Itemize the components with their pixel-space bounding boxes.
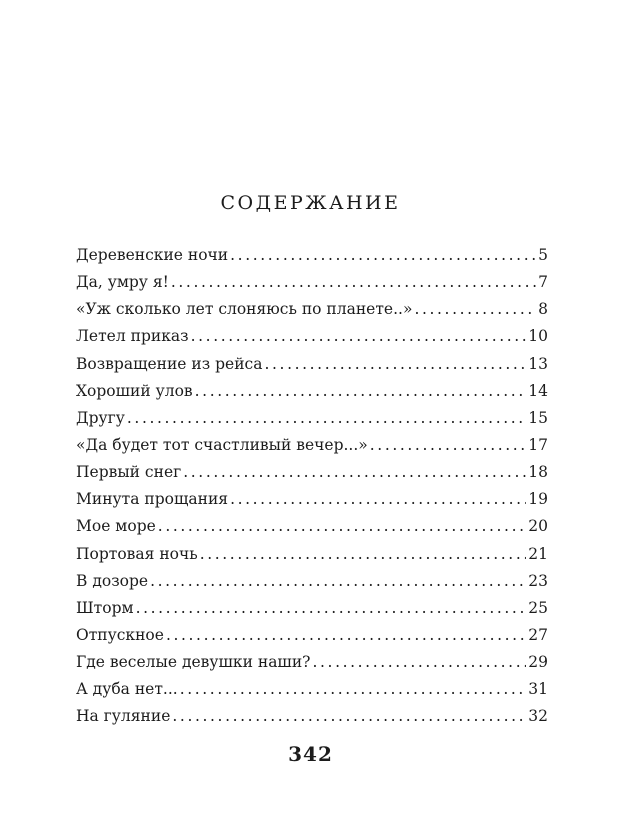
toc-entry-page: 7 <box>538 273 548 292</box>
toc-entry <box>76 246 548 273</box>
toc-entry-title: Летел приказ <box>76 327 189 346</box>
toc-entry-title: Мое море <box>76 517 156 536</box>
toc-entry-page: 8 <box>538 300 548 319</box>
toc-entry-page: 20 <box>528 517 548 536</box>
toc-entry-page: 25 <box>528 598 548 617</box>
toc-dot-leader <box>414 300 536 318</box>
toc-entry <box>76 680 548 707</box>
page-title: СОДЕРЖАНИЕ <box>220 192 401 214</box>
toc-entry <box>76 599 548 626</box>
toc-dot-leader <box>136 599 527 617</box>
toc-dot-leader <box>127 409 526 427</box>
table-of-contents <box>76 246 548 735</box>
toc-entry <box>76 327 548 354</box>
toc-entry-page: 19 <box>528 490 548 509</box>
toc-dot-leader <box>312 653 526 671</box>
toc-entry <box>76 463 548 490</box>
toc-dot-leader <box>191 327 527 345</box>
toc-entry-page: 21 <box>528 544 548 563</box>
toc-entry-page: 31 <box>528 680 548 699</box>
toc-entry <box>76 653 548 680</box>
toc-entry-title: Деревенские ночи <box>76 246 229 264</box>
toc-entry <box>76 545 548 572</box>
toc-entry-title: А дуба нет... <box>76 680 178 699</box>
toc-entry-title: Портовая ночь <box>76 544 198 563</box>
toc-entry-title: «Да будет тот счастливый вечер...» <box>76 435 368 454</box>
toc-entry-title: Минута прощания <box>76 490 229 509</box>
toc-entry <box>76 409 548 436</box>
toc-entry-title: Первый снег <box>76 463 182 482</box>
toc-entry-title: Возвращение из рейса <box>76 354 263 373</box>
toc-entry-page: 15 <box>528 408 548 427</box>
toc-entry-page: 10 <box>528 327 548 346</box>
toc-entry-title: Хороший улов <box>76 381 193 400</box>
toc-dot-leader <box>370 436 527 454</box>
toc-entry <box>76 572 548 599</box>
toc-entry <box>76 436 548 463</box>
toc-dot-leader <box>200 545 527 563</box>
toc-entry <box>76 490 548 517</box>
toc-dot-leader <box>171 273 536 291</box>
toc-entry <box>76 382 548 409</box>
toc-dot-leader <box>180 680 527 698</box>
toc-entry-page: 18 <box>528 463 548 482</box>
toc-dot-leader <box>172 707 526 725</box>
toc-dot-leader <box>195 382 527 400</box>
toc-entry-title: Где веселые девушки наши? <box>76 653 311 672</box>
toc-dot-leader <box>150 572 526 590</box>
toc-entry-title: Другу <box>76 408 125 427</box>
toc-entry <box>76 355 548 382</box>
toc-entry-title: Отпускное <box>76 625 164 644</box>
toc-entry-page: 17 <box>528 435 548 454</box>
toc-entry <box>76 273 548 300</box>
toc-entry-page: 29 <box>528 653 548 672</box>
toc-entry-title: Да, умру я! <box>76 273 169 292</box>
toc-entry-page: 13 <box>528 354 548 373</box>
toc-dot-leader <box>183 463 526 481</box>
toc-entry <box>76 626 548 653</box>
toc-entry <box>76 517 548 544</box>
toc-entry-page: 5 <box>538 246 548 264</box>
toc-dot-leader <box>158 517 526 535</box>
toc-entry-page: 23 <box>528 571 548 590</box>
toc-entry <box>76 300 548 327</box>
toc-dot-leader <box>230 490 526 508</box>
toc-entry-title: Шторм <box>76 598 134 617</box>
toc-entry-page: 32 <box>528 707 548 726</box>
toc-dot-leader <box>166 626 526 644</box>
toc-entry-title: «Уж сколько лет слоняюсь по планете..» <box>76 300 413 319</box>
toc-entry-title: На гуляние <box>76 707 171 726</box>
page-number: 342 <box>288 742 333 766</box>
toc-entry <box>76 707 548 734</box>
toc-entry-page: 14 <box>528 381 548 400</box>
toc-dot-leader <box>230 246 536 264</box>
toc-dot-leader <box>264 355 526 373</box>
toc-entry-page: 27 <box>528 625 548 644</box>
toc-entry-title: В дозоре <box>76 571 149 590</box>
